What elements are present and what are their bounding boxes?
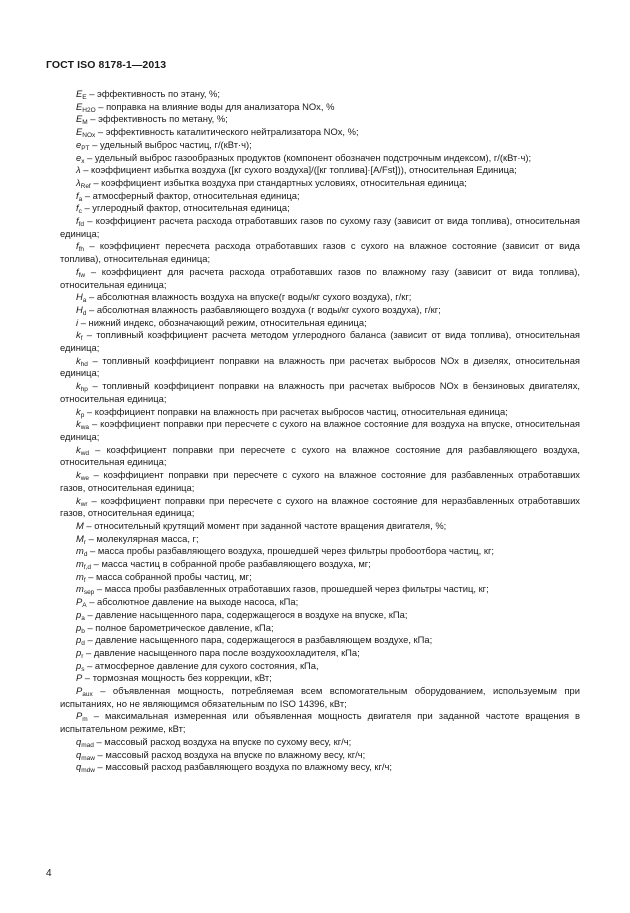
- definition-text: – давление насыщенного пара, содержащегося в воздухе на впуске, кПа;: [84, 608, 408, 620]
- definition-text: – молекулярная масса, г;: [85, 532, 199, 544]
- definition-entry: [60, 545, 580, 558]
- definition-text: – коэффициент расчета расхода отработавших газов по сухому газу (зависит от вида топлива), относительная единица;: [60, 215, 580, 239]
- symbol-subscript: wd: [80, 449, 89, 457]
- definition-entry: [60, 736, 580, 749]
- definition-entry: [60, 266, 580, 291]
- definition-entry: [60, 710, 580, 735]
- definition-text: – полное барометрическое давление, кПа;: [84, 621, 274, 633]
- symbol: f: [76, 215, 79, 227]
- definition-entry: [60, 240, 580, 265]
- symbol-subscript: f: [80, 335, 83, 343]
- symbol: P: [76, 672, 83, 684]
- definition-text: – массовый расход воздуха на впуске по влажному весу, кг/ч;: [94, 748, 366, 760]
- definition-text: – относительный крутящий момент при заданной частоте вращения двигателя, %;: [83, 519, 447, 531]
- definition-entry: [60, 571, 580, 584]
- symbol: m: [76, 545, 84, 557]
- definition-text: – коэффициент пересчета расхода отработавших газов с сухого на влажное состояние (зависит от вида топлива), относительная единица;: [60, 240, 580, 265]
- definition-entry: [60, 139, 580, 152]
- symbol: p: [76, 659, 82, 671]
- definition-text: – массовый расход воздуха на впуске по сухому весу, кг/ч;: [93, 735, 352, 747]
- symbol-subscript: maw: [81, 754, 95, 762]
- definition-entry: [60, 672, 580, 685]
- symbol: k: [76, 443, 81, 455]
- definition-entry: [60, 329, 580, 354]
- definition-text: – абсолютное давление на выходе насоса, кПа;: [86, 596, 299, 608]
- symbol: M: [76, 519, 84, 531]
- definition-entry: [60, 596, 580, 609]
- symbol: p: [76, 646, 82, 658]
- definition-text: – углеродный фактор, относительная единица;: [81, 202, 290, 214]
- definition-entry: [60, 622, 580, 635]
- definition-text: – топливный коэффициент поправки на влажность при расчетах выбросов NOx в бензиновых двигателях, относительная единица;: [60, 380, 580, 404]
- definition-text: – максимальная измеренная или объявленная мощность двигателя при заданной частоте вращения в испытательном режиме, кВт;: [60, 710, 580, 735]
- definition-entry: [60, 609, 580, 622]
- definition-entry: [60, 469, 580, 494]
- symbol-subscript: f: [83, 576, 86, 584]
- definition-entry: [60, 583, 580, 596]
- definition-text: – коэффициент поправки при пересчете с сухого на влажное состояние для воздуха на впуске, относительная единица;: [60, 418, 580, 442]
- symbol-subscript: Ref: [80, 182, 91, 190]
- symbol: e: [76, 151, 82, 163]
- definition-text: – нижний индекс, обозначающий режим, относительная единица;: [78, 316, 367, 328]
- symbol-subscript: d: [81, 640, 85, 648]
- symbol-subscript: a: [82, 297, 87, 305]
- symbol: λ: [76, 164, 81, 176]
- definition-entry: [60, 444, 580, 469]
- symbol-subscript: p: [80, 411, 85, 419]
- symbol-subscript: d: [83, 551, 88, 559]
- symbol-subscript: NOx: [82, 132, 96, 140]
- definition-entry: [60, 190, 580, 203]
- symbol-subscript: c: [78, 208, 82, 216]
- symbol: λ: [76, 176, 81, 188]
- definition-entry: [60, 495, 580, 520]
- symbol-subscript: E: [82, 94, 87, 101]
- symbol: p: [76, 621, 82, 633]
- definition-text: – коэффициент для расчета расхода отработавших газов по влажному газу (зависит от вида топлива), относительная единица;: [60, 265, 580, 290]
- definition-text: – массовый расход разбавляющего воздуха по влажному весу, кг/ч;: [94, 761, 392, 773]
- symbol-subscript: hp: [80, 386, 88, 394]
- definition-text: – эффективность по метану, %;: [87, 113, 228, 125]
- symbol-definitions-list: [60, 88, 580, 774]
- symbol: m: [76, 570, 84, 582]
- symbol: k: [76, 329, 81, 341]
- definition-entry: [60, 749, 580, 762]
- symbol: P: [76, 596, 83, 608]
- definition-text: – удельный выброс частиц, г/(кВт·ч);: [89, 138, 252, 150]
- definition-entry: [60, 761, 580, 774]
- definition-text: – поправка на влияние воды для анализатора NOx, %: [95, 100, 335, 112]
- symbol: k: [76, 405, 81, 417]
- definition-entry: [60, 558, 580, 571]
- symbol-subscript: M: [82, 119, 88, 127]
- definition-text: – объявленная мощность, потребляемая всем вспомогательным оборудованием, используемым при испытаниях, но не являющимся обязательным по ISO 14396, кВт;: [60, 685, 580, 709]
- symbol-subscript: mdw: [81, 767, 95, 775]
- definition-text: – абсолютная влажность разбавляющего воздуха (г воды/кг сухого воздуха), г/кг;: [86, 303, 441, 315]
- symbol: m: [76, 583, 84, 595]
- definition-entry: [60, 317, 580, 330]
- symbol-subscript: a: [81, 614, 85, 622]
- symbol: k: [76, 380, 81, 392]
- definition-text: – коэффициент поправки при пересчете с сухого на влажное состояние для разбавленных отработавших газов, относительная единица;: [60, 469, 580, 493]
- symbol-subscript: PT: [81, 144, 90, 152]
- definition-entry: [60, 88, 580, 101]
- definition-text: – давление насыщенного пара после воздухоохладителя, кПа;: [83, 646, 360, 658]
- definition-text: – коэффициент избытка воздуха при стандартных условиях, относительная единица;: [90, 176, 467, 188]
- definition-text: – давление насыщенного пара, содержащегося в разбавляющем воздухе, кПа;: [84, 634, 433, 646]
- symbol: f: [76, 265, 79, 277]
- symbol-subscript: a: [78, 195, 83, 203]
- symbol: e: [76, 138, 82, 150]
- definition-entry: [60, 520, 580, 533]
- symbol-subscript: m: [82, 716, 88, 724]
- symbol: p: [76, 634, 82, 646]
- definition-entry: [60, 380, 580, 405]
- definition-entry: [60, 406, 580, 419]
- symbol-subscript: wr: [80, 500, 88, 508]
- symbol: m: [76, 558, 84, 570]
- definition-entry: [60, 152, 580, 165]
- symbol: P: [76, 710, 83, 722]
- symbol: P: [76, 685, 83, 697]
- definition-text: – абсолютная влажность воздуха на впуске(г воды/кг сухого воздуха), г/кг;: [86, 291, 412, 303]
- symbol-subscript: s: [81, 665, 85, 673]
- definition-entry: [60, 126, 580, 139]
- definition-entry: [60, 685, 580, 710]
- symbol: H: [76, 291, 83, 303]
- symbol-subscript: fh: [78, 246, 85, 254]
- definition-text: – удельный выброс газообразных продуктов (компонент обозначен подстрочным индексом), г/(кВт·ч);: [84, 151, 532, 163]
- symbol: q: [76, 735, 82, 747]
- symbol-subscript: fw: [78, 271, 86, 279]
- symbol: E: [76, 113, 83, 125]
- definition-entry: [60, 177, 580, 190]
- definition-text: – масса собранной пробы частиц, мг;: [85, 570, 252, 582]
- definition-text: – коэффициент поправки при пересчете с сухого на влажное состояние для разбавляющего воздуха, относительная единица;: [60, 443, 580, 468]
- symbol: H: [76, 303, 83, 315]
- symbol-subscript: we: [80, 475, 89, 483]
- symbol-subscript: x: [81, 157, 85, 165]
- symbol: k: [76, 494, 81, 506]
- document-header: ГОСТ ISO 8178-1—2013: [46, 59, 167, 71]
- symbol: f: [76, 202, 79, 214]
- symbol-subscript: fd: [78, 221, 85, 229]
- definition-entry: [60, 355, 580, 380]
- symbol: p: [76, 608, 82, 620]
- symbol-subscript: f,d: [83, 564, 92, 572]
- symbol-subscript: r: [81, 652, 84, 660]
- definition-text: – коэффициент избытка воздуха ([кг сухого воздуха]/([кг топлива]·[A/Fst])), относительная Единица;: [80, 164, 517, 176]
- page-number: 4: [46, 868, 52, 879]
- definition-entry: [60, 304, 580, 317]
- definition-text: – атмосферный фактор, относительная единица;: [82, 189, 300, 201]
- symbol: M: [76, 532, 84, 544]
- symbol-subscript: aux: [82, 691, 93, 699]
- definition-entry: [60, 101, 580, 114]
- definition-entry: [60, 113, 580, 126]
- symbol: q: [76, 761, 82, 773]
- symbol: f: [76, 189, 79, 201]
- symbol-subscript: H2O: [82, 106, 96, 114]
- symbol-subscript: r: [83, 538, 86, 546]
- definition-entry: [60, 202, 580, 215]
- symbol: f: [76, 240, 79, 252]
- definition-entry: [60, 634, 580, 647]
- definition-entry: [60, 533, 580, 546]
- symbol: k: [76, 354, 81, 366]
- symbol: i: [76, 316, 79, 328]
- definition-entry: [60, 164, 580, 177]
- symbol: E: [76, 100, 83, 112]
- definition-entry: [60, 215, 580, 240]
- definition-entry: [60, 418, 580, 443]
- symbol-subscript: wa: [80, 424, 89, 432]
- definition-text: – топливный коэффициент расчета методом углеродного баланса (зависит от вида топлива), относительная единица;: [60, 329, 580, 354]
- definition-text: – масса пробы разбавляющего воздуха, прошедшей через фильтры пробоотбора частиц, кг;: [87, 545, 495, 557]
- definition-text: – коэффициент поправки при пересчете с сухого на влажное состояние для неразбавленных отработавших газов, относительная единица;: [60, 494, 580, 519]
- symbol-subscript: mad: [81, 741, 94, 749]
- symbol: E: [76, 126, 83, 138]
- symbol: q: [76, 748, 82, 760]
- definition-text: – эффективность по этану, %;: [86, 88, 220, 99]
- definition-text: – масса частиц в собранной пробе разбавляющего воздуха, мг;: [91, 558, 371, 570]
- definition-text: – тормозная мощность без коррекции, кВт;: [82, 672, 272, 684]
- symbol-subscript: hd: [80, 360, 88, 368]
- symbol: E: [76, 88, 83, 99]
- definition-text: – эффективность каталитического нейтрализатора NOx, %;: [95, 126, 359, 138]
- definition-entry: [60, 660, 580, 673]
- definition-text: – масса пробы разбавленных отработавших газов, прошедшей через фильтры частиц, кг;: [94, 583, 489, 595]
- definition-text: – коэффициент поправки на влажность при расчетах выбросов частиц, относительная единица;: [84, 405, 508, 417]
- definition-entry: [60, 647, 580, 660]
- symbol: k: [76, 469, 81, 481]
- symbol-subscript: b: [81, 627, 85, 635]
- definition-entry: [60, 291, 580, 304]
- definition-text: – атмосферное давление для сухого состояния, кПа,: [84, 659, 319, 671]
- symbol: k: [76, 418, 81, 430]
- symbol-subscript: sep: [83, 589, 95, 597]
- definition-text: – топливный коэффициент поправки на влажность при расчетах выбросов NOx в дизелях, относительная единица;: [60, 354, 580, 379]
- symbol-subscript: d: [82, 309, 87, 317]
- symbol-subscript: A: [82, 602, 87, 610]
